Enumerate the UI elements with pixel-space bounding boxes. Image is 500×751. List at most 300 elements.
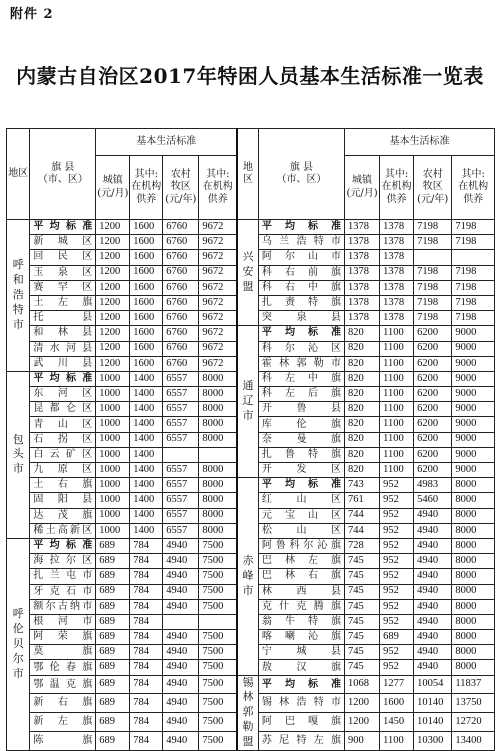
table-row (7, 326, 495, 341)
county-name: 扎兰屯市 (30, 569, 96, 584)
urban-institution-value: 1100 (380, 432, 414, 447)
urban-value: 1000 (96, 463, 130, 478)
rural-value: 4940 (414, 645, 452, 660)
county-name: 新右旗 (30, 694, 96, 713)
rural-institution-value: 8000 (199, 523, 237, 538)
urban-institution-value: 952 (380, 584, 414, 599)
urban-value: 1200 (96, 265, 130, 280)
rural-institution-value: 9000 (452, 402, 495, 417)
rural-institution-value: 7500 (199, 630, 237, 645)
rural-value: 6557 (163, 523, 199, 538)
urban-value: 689 (96, 660, 130, 675)
rural-value: 6557 (163, 478, 199, 493)
rural-institution-value: 8000 (452, 523, 495, 538)
urban-institution-value: 784 (130, 614, 163, 629)
rural-value: 4940 (414, 554, 452, 569)
county-name: 玉泉区 (30, 265, 96, 280)
county-name: 平均标准 (30, 538, 96, 553)
urban-value: 745 (345, 599, 380, 614)
rural-institution-value: 11837 (452, 675, 495, 694)
county-name: 科右前旗 (258, 265, 344, 280)
urban-institution-value: 1378 (380, 311, 414, 326)
table-body (7, 220, 495, 751)
rural-value: 6200 (414, 463, 452, 478)
urban-institution-value: 1600 (130, 326, 163, 341)
urban-value: 820 (345, 341, 380, 356)
urban-institution-value: 952 (380, 478, 414, 493)
urban-institution-value: 1100 (380, 326, 414, 341)
county-name: 海拉尔区 (30, 554, 96, 569)
rural-value: 4940 (163, 569, 199, 584)
region-name: 赤 峰 市 (237, 478, 258, 675)
rural-institution-value: 8000 (452, 584, 495, 599)
rural-value: 10140 (414, 694, 452, 713)
urban-institution-value: 1400 (130, 508, 163, 523)
county-name: 霍林郭勒市 (258, 356, 344, 371)
county-name: 回民区 (30, 250, 96, 265)
rural-institution-value: 9000 (452, 326, 495, 341)
county-name: 鄂温克旗 (30, 675, 96, 694)
urban-institution-value: 784 (130, 630, 163, 645)
rural-value: 6760 (163, 356, 199, 371)
rural-value: 7198 (414, 311, 452, 326)
rural-value: 7198 (414, 265, 452, 280)
county-name: 石拐区 (30, 432, 96, 447)
rural-institution-value: 9672 (199, 235, 237, 250)
rural-institution-value: 13400 (452, 732, 495, 751)
urban-institution-value: 1600 (130, 356, 163, 371)
urban-value: 689 (96, 713, 130, 732)
county-name: 土右旗 (30, 478, 96, 493)
rural-value: 4940 (163, 554, 199, 569)
rural-value: 6200 (414, 447, 452, 462)
county-name: 扎赉特旗 (258, 295, 344, 310)
urban-institution-value: 784 (130, 599, 163, 614)
rural-institution-value: 7500 (199, 675, 237, 694)
rural-value: 7198 (414, 280, 452, 295)
urban-value: 689 (96, 614, 130, 629)
rural-institution-value: 8000 (199, 493, 237, 508)
urban-value: 689 (96, 554, 130, 569)
rural-value: 10300 (414, 732, 452, 751)
county-name: 赛罕区 (30, 280, 96, 295)
rural-value: 4940 (163, 645, 199, 660)
header-rural: 农村 牧区 (元/年) (163, 156, 199, 220)
county-name: 平均标准 (258, 675, 344, 694)
urban-institution-value: 1400 (130, 417, 163, 432)
county-name: 平均标准 (258, 220, 344, 235)
rural-value: 6557 (163, 402, 199, 417)
urban-value: 1378 (345, 235, 380, 250)
urban-value: 743 (345, 478, 380, 493)
rural-value: 6760 (163, 220, 199, 235)
rural-value: 4940 (414, 630, 452, 645)
urban-value: 1000 (96, 417, 130, 432)
page-title: 内蒙古自治区2017年特困人员基本生活标准一览表 (16, 64, 484, 88)
header-standard: 基本生活标准 (345, 129, 495, 156)
urban-value: 820 (345, 356, 380, 371)
county-name: 平均标准 (30, 371, 96, 386)
attachment-label: 附件 2 (10, 7, 54, 22)
rural-institution-value: 8000 (199, 371, 237, 386)
county-name: 达茂旗 (30, 508, 96, 523)
county-name: 和林县 (30, 326, 96, 341)
rural-value: 6760 (163, 250, 199, 265)
rural-value: 6200 (414, 417, 452, 432)
rural-institution-value: 9000 (452, 463, 495, 478)
rural-value: 4940 (163, 675, 199, 694)
rural-value: 6760 (163, 235, 199, 250)
rural-institution-value: 8000 (452, 478, 495, 493)
county-name: 根河市 (30, 614, 96, 629)
urban-value: 1200 (96, 356, 130, 371)
header-urban: 城镇 (元/月) (345, 156, 380, 220)
rural-institution-value: 7198 (452, 265, 495, 280)
rural-institution-value (199, 447, 237, 462)
county-name: 新左旗 (30, 713, 96, 732)
table-row (7, 220, 495, 235)
county-name: 阿尔山市 (258, 250, 344, 265)
urban-value: 745 (345, 569, 380, 584)
rural-value: 6557 (163, 417, 199, 432)
rural-value: 6760 (163, 341, 199, 356)
urban-institution-value: 1450 (380, 713, 414, 732)
urban-value: 820 (345, 417, 380, 432)
urban-institution-value: 1600 (130, 341, 163, 356)
county-name: 平均标准 (258, 478, 344, 493)
header-county: 旗 县 （市、区） (258, 129, 344, 220)
county-name: 开发区 (258, 463, 344, 478)
rural-institution-value: 8000 (452, 538, 495, 553)
header-rural: 农村 牧区 (元/年) (414, 156, 452, 220)
urban-value: 689 (96, 675, 130, 694)
rural-institution-value: 9672 (199, 280, 237, 295)
rural-institution-value: 8000 (452, 614, 495, 629)
rural-institution-value: 9000 (452, 341, 495, 356)
rural-institution-value: 8000 (452, 554, 495, 569)
rural-value: 4940 (414, 569, 452, 584)
urban-value: 820 (345, 402, 380, 417)
urban-value: 820 (345, 447, 380, 462)
urban-institution-value: 952 (380, 538, 414, 553)
urban-institution-value: 1600 (130, 235, 163, 250)
urban-institution-value: 784 (130, 569, 163, 584)
county-name: 阿巴嘎旗 (258, 713, 344, 732)
urban-institution-value: 1600 (130, 280, 163, 295)
county-name: 敖汉旗 (258, 660, 344, 675)
urban-value: 689 (96, 599, 130, 614)
region-name: 呼 和 浩 特 市 (7, 220, 30, 372)
urban-institution-value: 1378 (380, 265, 414, 280)
county-name: 东河区 (30, 387, 96, 402)
rural-value: 6200 (414, 371, 452, 386)
urban-value: 1200 (96, 295, 130, 310)
urban-value: 1000 (96, 508, 130, 523)
rural-value: 4940 (163, 538, 199, 553)
urban-institution-value: 952 (380, 614, 414, 629)
rural-value: 4940 (414, 538, 452, 553)
urban-value: 1200 (96, 326, 130, 341)
county-name: 喀喇沁旗 (258, 630, 344, 645)
county-name: 克什克腾旗 (258, 599, 344, 614)
urban-institution-value: 1378 (380, 235, 414, 250)
rural-value: 6760 (163, 265, 199, 280)
urban-institution-value: 1378 (380, 280, 414, 295)
urban-value: 1000 (96, 523, 130, 538)
urban-value: 745 (345, 630, 380, 645)
region-name: 通 辽 市 (237, 326, 258, 478)
rural-value: 6557 (163, 432, 199, 447)
rural-value: 6760 (163, 311, 199, 326)
urban-value: 689 (96, 732, 130, 751)
county-name: 新城区 (30, 235, 96, 250)
rural-value: 5460 (414, 493, 452, 508)
urban-institution-value: 1400 (130, 523, 163, 538)
rural-institution-value (199, 614, 237, 629)
rural-institution-value: 7500 (199, 599, 237, 614)
urban-value: 1200 (96, 250, 130, 265)
county-name: 松山区 (258, 523, 344, 538)
urban-value: 728 (345, 538, 380, 553)
county-name: 开鲁县 (258, 402, 344, 417)
urban-institution-value: 952 (380, 554, 414, 569)
county-name: 昆都仑区 (30, 402, 96, 417)
rural-institution-value: 9672 (199, 326, 237, 341)
rural-value: 6200 (414, 341, 452, 356)
rural-value: 6200 (414, 402, 452, 417)
urban-institution-value: 1378 (380, 295, 414, 310)
county-name: 土左旗 (30, 295, 96, 310)
region-name: 兴 安 盟 (237, 220, 258, 326)
county-name: 科左中旗 (258, 371, 344, 386)
rural-value: 6557 (163, 371, 199, 386)
county-name: 科尔沁区 (258, 341, 344, 356)
urban-value: 744 (345, 523, 380, 538)
region-name: 包 头 市 (7, 371, 30, 538)
urban-value: 1000 (96, 371, 130, 386)
urban-institution-value: 952 (380, 660, 414, 675)
urban-value: 1200 (96, 220, 130, 235)
urban-value: 820 (345, 371, 380, 386)
rural-value (163, 447, 199, 462)
urban-institution-value: 1100 (380, 447, 414, 462)
urban-value: 689 (96, 584, 130, 599)
urban-institution-value: 1100 (380, 417, 414, 432)
rural-value: 4940 (414, 508, 452, 523)
rural-value: 4940 (163, 660, 199, 675)
urban-value: 1378 (345, 265, 380, 280)
urban-institution-value: 1378 (380, 220, 414, 235)
rural-institution-value (452, 250, 495, 265)
rural-value: 7198 (414, 295, 452, 310)
urban-institution-value: 784 (130, 694, 163, 713)
rural-institution-value: 9672 (199, 311, 237, 326)
urban-institution-value: 1400 (130, 371, 163, 386)
urban-value: 1000 (96, 402, 130, 417)
rural-value: 4940 (163, 599, 199, 614)
urban-institution-value: 1100 (380, 341, 414, 356)
county-name: 莫旗 (30, 645, 96, 660)
rural-institution-value: 8000 (452, 660, 495, 675)
table-header (7, 129, 495, 220)
rural-value: 6200 (414, 387, 452, 402)
urban-institution-value: 1600 (130, 295, 163, 310)
rural-value: 6200 (414, 326, 452, 341)
rural-institution-value: 7500 (199, 645, 237, 660)
rural-institution-value: 9000 (452, 432, 495, 447)
table-row (7, 478, 495, 493)
rural-value: 6557 (163, 508, 199, 523)
county-name: 阿鲁科尔沁旗 (258, 538, 344, 553)
rural-institution-value: 8000 (452, 508, 495, 523)
rural-value: 6200 (414, 356, 452, 371)
rural-value: 4940 (414, 614, 452, 629)
urban-institution-value: 952 (380, 523, 414, 538)
rural-institution-value: 7198 (452, 280, 495, 295)
county-name: 红山区 (258, 493, 344, 508)
urban-value: 1200 (96, 311, 130, 326)
urban-institution-value: 1100 (380, 371, 414, 386)
county-name: 额尔古纳市 (30, 599, 96, 614)
county-name: 九原区 (30, 463, 96, 478)
rural-institution-value: 13750 (452, 694, 495, 713)
urban-value: 820 (345, 326, 380, 341)
urban-institution-value: 952 (380, 508, 414, 523)
rural-institution-value: 8000 (452, 599, 495, 614)
rural-institution-value: 8000 (452, 569, 495, 584)
urban-institution-value: 952 (380, 599, 414, 614)
urban-value: 1378 (345, 311, 380, 326)
urban-institution-value: 1400 (130, 432, 163, 447)
rural-institution-value: 9000 (452, 371, 495, 386)
urban-value: 745 (345, 645, 380, 660)
rural-institution-value: 7500 (199, 569, 237, 584)
county-name: 宁城县 (258, 645, 344, 660)
urban-value: 820 (345, 432, 380, 447)
rural-institution-value: 9672 (199, 250, 237, 265)
county-name: 巴林左旗 (258, 554, 344, 569)
urban-institution-value: 1600 (130, 250, 163, 265)
rural-institution-value: 8000 (199, 387, 237, 402)
rural-value: 4940 (163, 630, 199, 645)
rural-value: 4940 (414, 523, 452, 538)
urban-value: 689 (96, 630, 130, 645)
rural-value: 7198 (414, 235, 452, 250)
urban-value: 744 (345, 508, 380, 523)
urban-institution-value: 784 (130, 554, 163, 569)
urban-institution-value: 952 (380, 493, 414, 508)
urban-institution-value: 784 (130, 538, 163, 553)
county-name: 阿荣旗 (30, 630, 96, 645)
rural-value (414, 250, 452, 265)
urban-value: 1378 (345, 295, 380, 310)
header-region: 地区 (237, 129, 258, 220)
rural-value: 4940 (163, 694, 199, 713)
rural-value: 4940 (414, 660, 452, 675)
urban-value: 1000 (96, 432, 130, 447)
county-name: 奈曼旗 (258, 432, 344, 447)
rural-value (163, 614, 199, 629)
urban-institution-value: 1378 (380, 250, 414, 265)
rural-institution-value: 7198 (452, 295, 495, 310)
rural-institution-value: 8000 (452, 630, 495, 645)
county-name: 翁牛特旗 (258, 614, 344, 629)
urban-institution-value: 1400 (130, 387, 163, 402)
urban-value: 745 (345, 584, 380, 599)
county-name: 元宝山区 (258, 508, 344, 523)
rural-institution-value: 7500 (199, 538, 237, 553)
rural-value: 4940 (414, 599, 452, 614)
header-rural-institution: 其中: 在机构 供养 (452, 156, 495, 220)
header-region: 地区 (7, 129, 30, 220)
urban-value: 745 (345, 660, 380, 675)
county-name: 武川县 (30, 356, 96, 371)
urban-institution-value: 1100 (380, 356, 414, 371)
urban-institution-value: 1600 (380, 694, 414, 713)
urban-institution-value: 1400 (130, 493, 163, 508)
county-name: 平均标准 (258, 326, 344, 341)
rural-institution-value: 9672 (199, 265, 237, 280)
county-name: 青山区 (30, 417, 96, 432)
rural-value: 6760 (163, 326, 199, 341)
urban-institution-value: 689 (380, 630, 414, 645)
rural-value: 10054 (414, 675, 452, 694)
standards-table (6, 128, 495, 751)
urban-institution-value: 1600 (130, 311, 163, 326)
county-name: 库伦旗 (258, 417, 344, 432)
urban-value: 1200 (345, 694, 380, 713)
urban-institution-value: 952 (380, 645, 414, 660)
rural-value: 6557 (163, 463, 199, 478)
county-name: 陈旗 (30, 732, 96, 751)
table-row (7, 675, 495, 694)
rural-institution-value: 8000 (199, 402, 237, 417)
rural-value: 6557 (163, 493, 199, 508)
county-name: 稀土高新区 (30, 523, 96, 538)
rural-value: 4940 (163, 732, 199, 751)
rural-institution-value: 8000 (452, 493, 495, 508)
rural-institution-value: 9672 (199, 341, 237, 356)
rural-institution-value: 7198 (452, 311, 495, 326)
rural-institution-value: 9000 (452, 387, 495, 402)
urban-institution-value: 1600 (130, 265, 163, 280)
county-name: 林西县 (258, 584, 344, 599)
county-name: 科右中旗 (258, 280, 344, 295)
rural-institution-value: 8000 (199, 478, 237, 493)
urban-value: 1068 (345, 675, 380, 694)
region-name: 锡林 郭勒 盟 (237, 675, 258, 750)
urban-value: 1200 (96, 341, 130, 356)
county-name: 固阳县 (30, 493, 96, 508)
rural-institution-value: 9000 (452, 356, 495, 371)
urban-value: 1378 (345, 250, 380, 265)
county-name: 托县 (30, 311, 96, 326)
rural-institution-value: 7500 (199, 713, 237, 732)
urban-institution-value: 1400 (130, 478, 163, 493)
urban-institution-value: 1100 (380, 387, 414, 402)
region-name: 呼 伦 贝 尔 市 (7, 538, 30, 750)
header-county: 旗 县 （市、区） (30, 129, 96, 220)
urban-value: 1000 (96, 447, 130, 462)
urban-value: 900 (345, 732, 380, 751)
rural-institution-value: 7500 (199, 694, 237, 713)
rural-institution-value: 9672 (199, 295, 237, 310)
urban-value: 1200 (345, 713, 380, 732)
urban-value: 820 (345, 387, 380, 402)
rural-value: 6557 (163, 387, 199, 402)
urban-value: 1000 (96, 387, 130, 402)
rural-value: 6200 (414, 432, 452, 447)
